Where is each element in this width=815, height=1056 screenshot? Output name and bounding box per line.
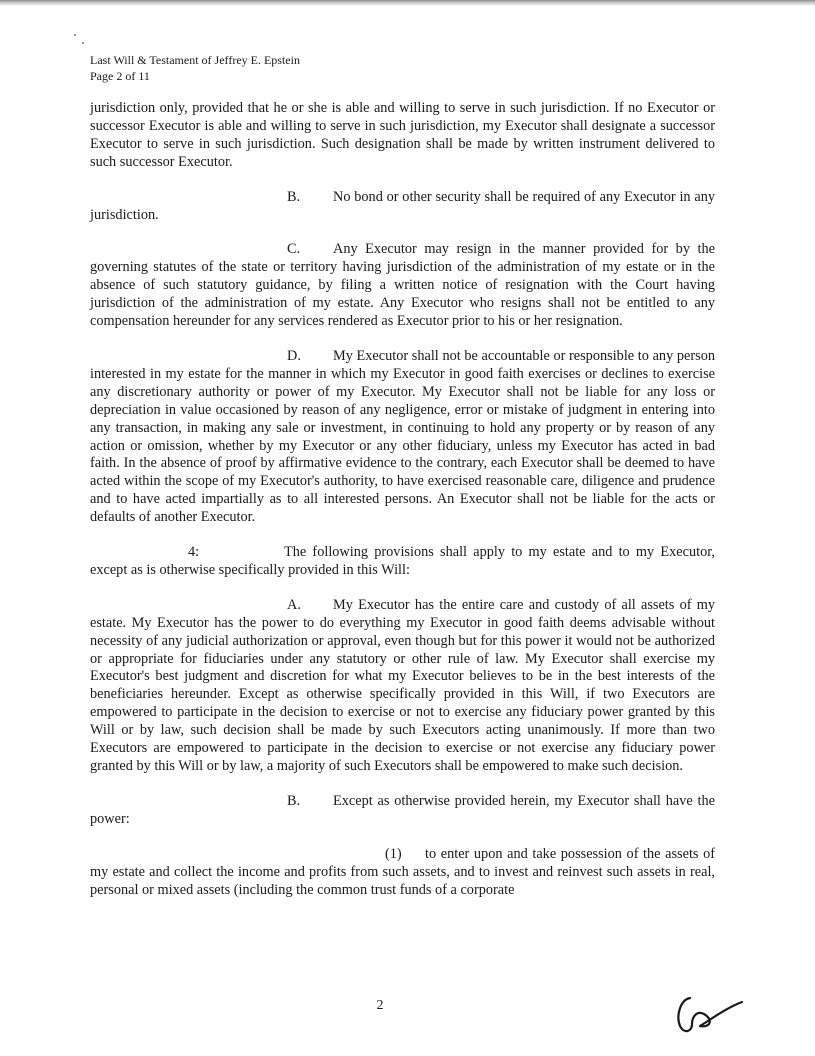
paragraph-article-4 xyxy=(90,544,715,580)
paragraph-item-d xyxy=(90,348,715,527)
scan-speck xyxy=(74,34,76,36)
paragraph-subitem-1 xyxy=(90,846,715,900)
page-label: Page 2 of 11 xyxy=(90,69,150,83)
item-label: A. xyxy=(287,596,301,613)
item-text: No bond or other security shall be required of any Executor in any jurisdiction. xyxy=(90,188,715,223)
item-text: My Executor has the entire care and custody of all assets of my estate. My Executor has the power to do everything my Executor in good faith deems advisable without necessity of any judicial authorization or approval, even though but for this power it would not be authorized or appropriate for fiduciaries under any statutory or other rule of law. My Executor shall exercise my Executor's best judgment and discretion for what my Executor believes to be in the best interests of the beneficiaries hereunder. Except as otherwise specifically provided in this Will, if two Executors are empowered to participate in the decision to exercise or not to exercise any fiduciary power granted by this Will or by law, such decision shall be made by such Executors acting unanimously. If more than two Executors are empowered to participate in the decision to exercise or not exercise any fiduciary power granted by this Will or by law, a majority of such Executors shall be empowered to make such decision. xyxy=(90,596,715,774)
subitem-text: to enter upon and take possession of the assets of my estate and collect the income and profits from such assets, and to invest and reinvest such assets in real, personal or mixed assets (including the common trust funds of a corporate xyxy=(90,845,715,898)
signature-initials xyxy=(670,980,750,1040)
item-text: Any Executor may resign in the manner provided for by the governing statutes of the state or territory having jurisdiction of the administration of my estate or in the absence of such statutory guidance, by filing a written notice of resignation with the Court having jurisdiction of the administration of my estate. Any Executor who resigns shall not be entitled to any compensation hereunder for any services rendered as Executor prior to his or her resignation. xyxy=(90,241,715,330)
document-body xyxy=(90,100,715,899)
paragraph-item-b xyxy=(90,189,715,225)
paragraph-article-4-b xyxy=(90,793,715,829)
page-header xyxy=(90,52,300,84)
scan-speck xyxy=(82,42,84,44)
item-text: Except as otherwise provided herein, my Executor shall have the power: xyxy=(90,792,715,827)
item-label: C. xyxy=(287,241,301,258)
scan-top-edge xyxy=(0,0,815,8)
article-label: 4: xyxy=(188,544,200,561)
page-number: 2 xyxy=(376,998,384,1013)
item-label: B. xyxy=(287,188,301,205)
document-title: Last Will & Testament of Jeffrey E. Epstein xyxy=(90,53,300,67)
article-text: The following provisions shall apply to my estate and to my Executor, except as is otherwise specifically provided in this Will: xyxy=(90,544,715,578)
paragraph-article-4-a xyxy=(90,597,715,776)
paragraph-intro: jurisdiction only, provided that he or she is able and willing to serve in such jurisdiction. If no Executor or successor Executor is able and willing to serve in such jurisdiction, my Executor shall designate a successor Executor to serve in such jurisdiction. Such designation shall be made by written instrument delivered to such successor Executor. xyxy=(90,100,715,170)
item-label: D. xyxy=(287,347,301,364)
paragraph-item-c xyxy=(90,241,715,331)
item-label: B. xyxy=(287,792,301,809)
item-text: My Executor shall not be accountable or responsible to any person interested in my estate for the manner in which my Executor in good faith exercises or declines to exercise any discretionary authority or power of my Executor. My Executor shall not be liable for any loss or depreciation in value occasioned by reason of any negligence, error or mistake of judgment in entering into any transaction, in making any sale or investment, in continuing to hold any property or by reason of any action or omission, whether by my Executor or any other fiduciary, unless my Executor has acted in bad faith. In the absence of proof by affirmative evidence to the contrary, each Executor shall be deemed to have acted within the scope of my Executor's authority, to have exercised reasonable care, diligence and prudence and to have acted impartially as to all interested persons. An Executor shall not be liable for the acts or defaults of another Executor. xyxy=(90,347,715,526)
subitem-label: (1) xyxy=(385,845,402,862)
